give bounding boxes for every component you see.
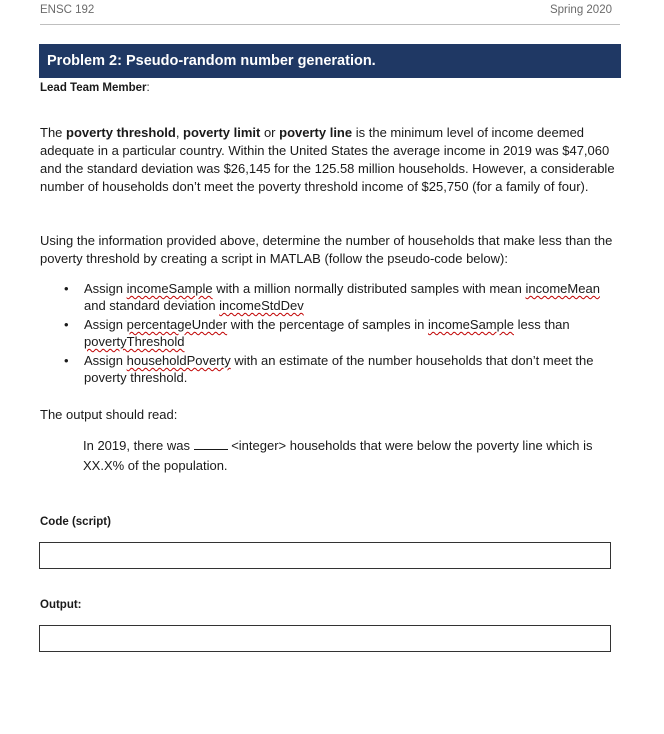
intro-text: is the minimum level of income deemed adequate in a particular country. Within the United States the average income in 2019 was $47,060 and the standard deviation was $26,145 for the 125.58 million households. However, a considerable number of households don’t meet the poverty threshold income of $25,750 (for a family of four).	[40, 125, 615, 194]
list-item: • Assign incomeSample with a million normally distributed samples with mean incomeMean and standard deviation incomeStdDev	[64, 281, 600, 313]
lead-colon: :	[146, 82, 150, 94]
pseudo-code-list	[64, 280, 609, 388]
code-answer-box[interactable]	[39, 542, 611, 569]
term-label: Spring 2020	[549, 4, 612, 16]
intro-text: or	[260, 125, 280, 140]
intro-text: ,	[175, 125, 184, 140]
output-intro: The output should read:	[40, 407, 178, 422]
problem-title: Problem 2: Pseudo-random number generation.	[47, 53, 376, 69]
output-label: Output:	[40, 599, 82, 611]
intro-paragraph	[40, 124, 615, 196]
problem-title-bar	[39, 44, 621, 78]
bullet-icon: •	[64, 353, 69, 368]
term-poverty-threshold: poverty threshold	[66, 125, 176, 140]
bullet-icon: •	[64, 281, 69, 296]
term-poverty-line: poverty line	[279, 125, 353, 140]
output-answer-box[interactable]	[39, 625, 611, 652]
list-item: • Assign percentageUnder with the percentage of samples in incomeSample less than povertyThreshold	[64, 317, 570, 349]
course-code: ENSC 192	[40, 4, 95, 16]
bullet-icon: •	[64, 317, 69, 332]
header-divider	[40, 24, 620, 25]
lead-team-member	[40, 82, 150, 94]
code-label: Code (script)	[40, 516, 111, 528]
list-item: • Assign householdPoverty with an estimate of the number households that don’t meet the poverty threshold.	[64, 353, 594, 385]
expected-output: In 2019, there was <integer> households that were below the poverty line which is XX.X% of the population.	[83, 438, 593, 473]
lead-label: Lead Team Member	[40, 82, 147, 94]
blank-line	[194, 437, 228, 450]
instructions-paragraph: Using the information provided above, determine the number of households that make less than the poverty threshold by creating a script in MATLAB (follow the pseudo-code below):	[40, 233, 613, 266]
intro-text: The	[40, 125, 67, 140]
term-poverty-limit: poverty limit	[183, 125, 261, 140]
